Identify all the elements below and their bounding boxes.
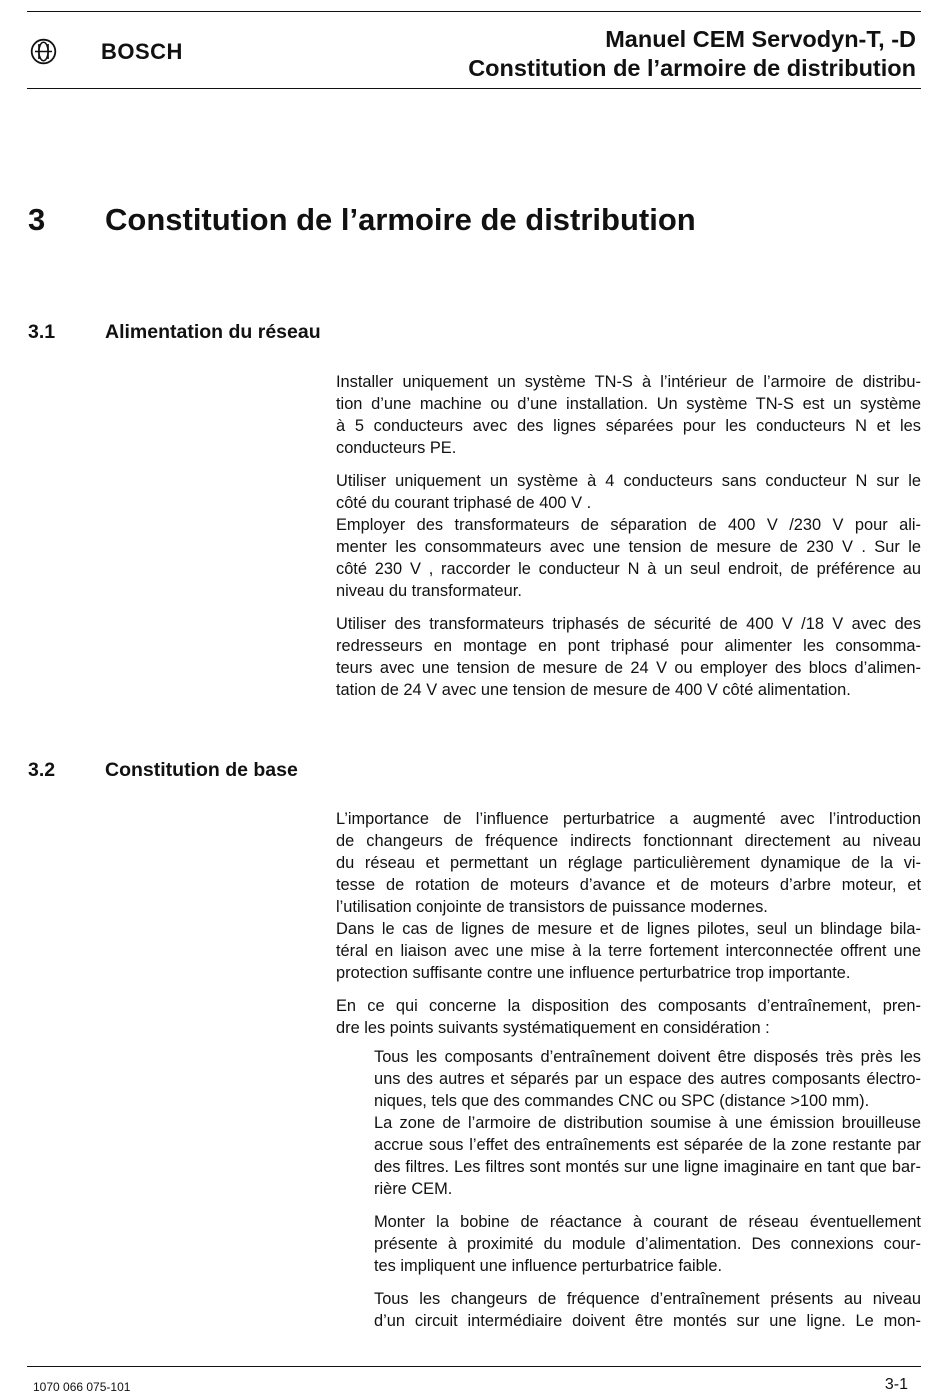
text-line: présente à proximité du module d’alimentation. Des connexions cour- <box>374 1235 921 1253</box>
text-line: conducteurs PE. <box>336 439 457 457</box>
text-line: tesse de rotation de moteurs d’avance et de moteurs d’arbre moteur, et <box>336 876 921 894</box>
text-line: côté 230 V , raccorder le conducteur N à un seul endroit, de préférence au <box>336 560 921 578</box>
footer-rule <box>27 1366 921 1367</box>
page-number: 3-1 <box>884 1376 908 1393</box>
section-heading-3-2 <box>28 758 298 782</box>
text-line: Utiliser des transformateurs triphasés de sécurité de 400 V /18 V avec des <box>336 615 921 633</box>
text-line: Tous les changeurs de fréquence d’entraînement présents au niveau <box>374 1290 921 1308</box>
text-line: accrue sous l’effet des entraînements est séparée de la zone restante par <box>374 1136 921 1154</box>
section-number: 3.1 <box>28 321 56 343</box>
paragraph <box>336 808 921 984</box>
header-title: Manuel CEM Servodyn-T, -D <box>605 26 916 52</box>
bosch-armature-icon <box>30 38 57 65</box>
text-line: de changeurs de fréquence indirects fonctionnant directement au niveau <box>336 832 921 850</box>
text-line: En ce qui concerne la disposition des composants d’entraînement, pren- <box>336 997 921 1015</box>
text-line: téral en liaison avec une mise à la terre fortement interconnectée offrent une <box>336 942 921 960</box>
text-line: menter les consommateurs avec une tension de mesure de 230 V . Sur le <box>336 538 921 556</box>
text-line: La zone de l’armoire de distribution soumise à une émission brouilleuse <box>374 1114 921 1132</box>
bosch-wordmark: BOSCH <box>101 38 183 64</box>
text-line: du réseau et permettant un réglage particulièrement dynamique de la vi- <box>336 854 921 872</box>
text-line: tion d’une machine ou d’une installation. Un système TN-S est un système <box>336 395 921 413</box>
header-top-rule <box>27 11 921 12</box>
text-line: des filtres. Les filtres sont montés sur une ligne imaginaire en tant que bar- <box>374 1158 921 1176</box>
text-line: à 5 conducteurs avec des lignes séparées pour les conducteurs N et les <box>336 417 921 435</box>
text-line: Installer uniquement un système TN-S à l’intérieur de l’armoire de distribu- <box>336 373 921 391</box>
section-number: 3.2 <box>28 759 56 781</box>
paragraph <box>336 470 921 602</box>
text-line: rière CEM. <box>374 1180 453 1198</box>
text-line: uns des autres et séparés par un espace des autres composants électro- <box>374 1070 921 1088</box>
header-subtitle: Constitution de l’armoire de distribution <box>468 55 916 81</box>
text-line: d’un circuit intermédiaire doivent être montés sur une ligne. Le mon- <box>374 1312 921 1330</box>
chapter-heading <box>28 202 696 238</box>
text-line: L’importance de l’influence perturbatrice a augmenté avec l’introduction <box>336 810 921 828</box>
list-item <box>374 1288 921 1332</box>
list-item <box>374 1211 921 1277</box>
text-line: tes impliquent une influence perturbatrice faible. <box>374 1257 723 1275</box>
consideration-points <box>374 1046 921 1343</box>
section-title: Constitution de base <box>105 759 298 781</box>
section-heading-3-1 <box>28 320 321 344</box>
chapter-title: Constitution de l’armoire de distribution <box>105 202 696 237</box>
text-line: redresseurs en montage en pont triphasé pour alimenter les consomma- <box>336 637 921 655</box>
text-line: Monter la bobine de réactance à courant de réseau éventuellement <box>374 1213 921 1231</box>
paragraph <box>336 613 921 701</box>
chapter-number: 3 <box>28 202 46 237</box>
text-line: Utiliser uniquement un système à 4 conducteurs sans conducteur N sur le <box>336 472 921 490</box>
bosch-logo <box>30 38 183 65</box>
document-number: 1070 066 075-101 <box>33 1380 131 1394</box>
text-line: dre les points suivants systématiquement en considération : <box>336 1019 770 1037</box>
list-item <box>374 1046 921 1200</box>
paragraph <box>336 995 921 1039</box>
text-line: côté du courant triphasé de 400 V . <box>336 494 592 512</box>
section-3-1-body <box>336 371 921 712</box>
section-title: Alimentation du réseau <box>105 321 321 343</box>
text-line: Tous les composants d’entraînement doivent être disposés très près les <box>374 1048 921 1066</box>
text-line: protection suffisante contre une influence perturbatrice trop importante. <box>336 964 851 982</box>
text-line: Employer des transformateurs de séparation de 400 V /230 V pour ali- <box>336 516 921 534</box>
text-line: l’utilisation conjointe de transistors de puissance modernes. <box>336 898 768 916</box>
section-3-2-body <box>336 808 921 1050</box>
paragraph <box>336 371 921 459</box>
text-line: Dans le cas de lignes de mesure et de lignes pilotes, seul un blindage bila- <box>336 920 921 938</box>
header-bottom-rule <box>27 88 921 89</box>
text-line: tation de 24 V avec une tension de mesure de 400 V côté alimentation. <box>336 681 851 699</box>
text-line: teurs avec une tension de mesure de 24 V ou employer des blocs d’alimen- <box>336 659 921 677</box>
text-line: niques, tels que des commandes CNC ou SPC (distance >100 mm). <box>374 1092 870 1110</box>
text-line: niveau du transformateur. <box>336 582 522 600</box>
